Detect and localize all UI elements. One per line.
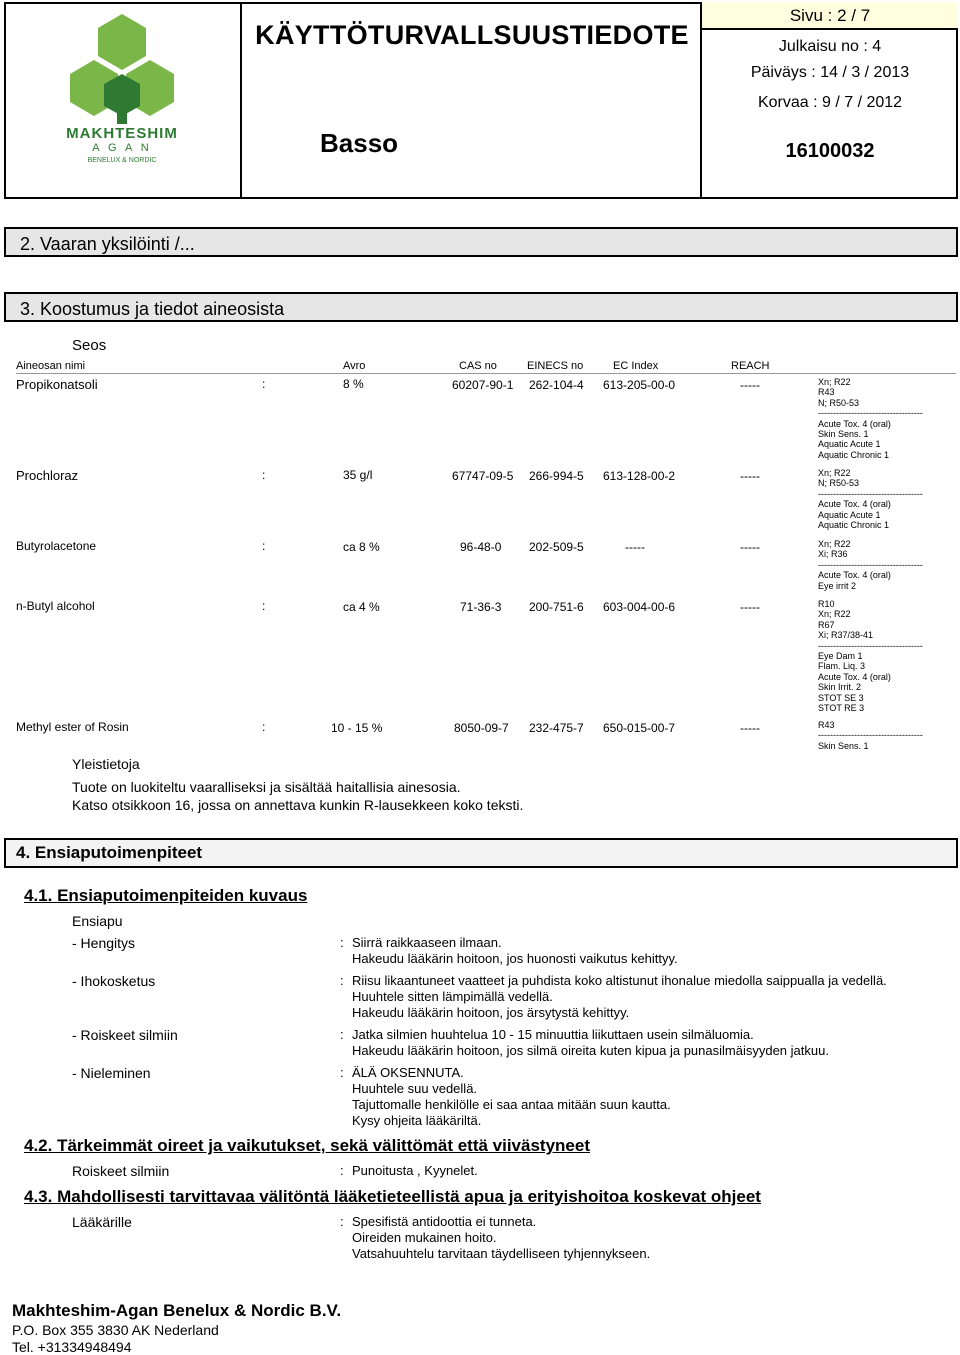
- product-name: Basso: [320, 128, 399, 158]
- ingredient-cas: 96-48-0: [460, 540, 502, 554]
- first-aid-text: Riisu likaantuneet vaatteet ja puhdista koko altistunut ihonalue miedolla saippualla ja vedellä.: [352, 973, 887, 988]
- col-header-cas: CAS no: [459, 360, 497, 372]
- logo-region-text: BENELUX & NORDIC: [87, 157, 157, 164]
- first-aid-separator: :: [340, 1027, 344, 1042]
- classification-item: Aquatic Acute 1: [818, 509, 881, 520]
- ingredient-ec: -----: [625, 540, 645, 554]
- page-number: Sivu : 2 / 7: [789, 6, 871, 25]
- row-separator: :: [262, 720, 266, 734]
- footer-address: P.O. Box 355 3830 AK Nederland: [12, 1322, 219, 1338]
- ingredient-value: ca 8 %: [343, 540, 380, 554]
- ingredient-einecs: 200-751-6: [529, 600, 584, 614]
- classification-item: Xn; R22: [818, 609, 851, 620]
- ingredient-cas: 67747-09-5: [452, 469, 514, 483]
- doctor-text: Vatsahuuhtelu tarvitaan täydelliseen tyhjennykseen.: [352, 1246, 651, 1261]
- classification-item: Xn; R22: [818, 468, 851, 478]
- ingredient-reach: -----: [740, 540, 760, 554]
- classification-item: Xn; R22: [818, 377, 851, 387]
- ingredient-einecs: 266-994-5: [529, 469, 584, 483]
- first-aid-label: Ensiapu: [72, 913, 123, 929]
- classification-item: Skin Irrit. 2: [818, 682, 862, 693]
- section-3-header: [4, 292, 958, 322]
- product-code: 16100032: [785, 140, 875, 162]
- footer-phone: Tel. +31334948494: [12, 1339, 132, 1355]
- classification-item: Skin Sens. 1: [818, 429, 869, 440]
- classification-divider: -----------------------------------: [818, 408, 923, 419]
- section-4-title: 4. Ensiaputoimenpiteet: [16, 843, 203, 862]
- ingredient-name: Prochloraz: [16, 468, 79, 483]
- first-aid-text: Siirrä raikkaaseen ilmaan.: [352, 935, 502, 950]
- classification-item: Aquatic Acute 1: [818, 439, 881, 450]
- ingredient-value: 8 %: [343, 377, 364, 391]
- col-header-reach: REACH: [731, 360, 770, 372]
- classification-item: R10: [818, 599, 835, 609]
- classification-item: Acute Tox. 4 (oral): [818, 570, 891, 581]
- ingredient-cas: 60207-90-1: [452, 378, 514, 392]
- first-aid-item-label: - Hengitys: [72, 935, 136, 951]
- issue-date: Päiväys : 14 / 3 / 2013: [750, 64, 910, 81]
- symptom-separator: :: [340, 1163, 344, 1178]
- row-separator: :: [262, 468, 266, 482]
- subsection-4-3-title: 4.3. Mahdollisesti tarvittavaa välitöntä lääketieteellistä apua ja erityishoitoa koskevat ohjeet: [24, 1187, 761, 1206]
- mixture-subtitle: Seos: [72, 337, 107, 354]
- col-header-name: Aineosan nimi: [16, 360, 86, 372]
- ingredient-name: Butyrolacetone: [16, 539, 97, 553]
- footer-company: Makhteshim-Agan Benelux & Nordic B.V.: [12, 1301, 342, 1320]
- classification-list: [818, 377, 923, 460]
- ingredient-value: 35 g/l: [343, 468, 373, 482]
- classification-divider: -----------------------------------: [818, 559, 923, 570]
- ingredient-einecs: 202-509-5: [529, 540, 584, 554]
- section-3-title: 3. Koostumus ja tiedot aineosista: [20, 299, 285, 319]
- classification-divider: -----------------------------------: [818, 730, 923, 741]
- edition-number: Julkaisu no : 4: [778, 38, 882, 55]
- classification-divider: -----------------------------------: [818, 640, 923, 651]
- first-aid-separator: :: [340, 1065, 344, 1080]
- ingredient-value: ca 4 %: [343, 600, 380, 614]
- classification-item: Xn; R22: [818, 539, 851, 549]
- first-aid-text: ÄLÄ OKSENNUTA.: [352, 1065, 464, 1080]
- doctor-text: Oireiden mukainen hoito.: [352, 1230, 497, 1245]
- ingredient-cas: 71-36-3: [460, 600, 502, 614]
- first-aid-text: Tajuttomalle henkilölle ei saa antaa mitään suun kautta.: [352, 1097, 671, 1112]
- general-info-title: Yleistietoja: [72, 756, 140, 772]
- first-aid-text: Huuhtele suu vedellä.: [352, 1081, 478, 1096]
- classification-item: N; R50-53: [818, 478, 860, 489]
- classification-item: Skin Sens. 1: [818, 740, 869, 751]
- classification-item: STOT SE 3: [818, 692, 864, 703]
- classification-item: R43: [818, 720, 835, 730]
- classification-item: Acute Tox. 4 (oral): [818, 671, 891, 682]
- classification-item: R43: [818, 387, 835, 398]
- row-separator: :: [262, 377, 266, 391]
- ingredient-ec: 613-205-00-0: [603, 378, 676, 392]
- classification-item: Eye Dam 1: [818, 651, 863, 662]
- classification-list: [818, 539, 923, 591]
- ingredient-einecs: 262-104-4: [529, 378, 584, 392]
- first-aid-separator: :: [340, 973, 344, 988]
- first-aid-text: Jatka silmien huuhtelua 10 - 15 minuuttia liikuttaen usein silmäluomia.: [352, 1027, 754, 1042]
- first-aid-item-label: - Nieleminen: [72, 1065, 151, 1081]
- symptom-label: Roiskeet silmiin: [72, 1163, 170, 1179]
- classification-item: Aquatic Chronic 1: [818, 449, 890, 460]
- classification-divider: -----------------------------------: [818, 488, 923, 499]
- first-aid-item-label: - Roiskeet silmiin: [72, 1027, 178, 1043]
- section-2-title: 2. Vaaran yksilöinti /...: [20, 234, 195, 254]
- classification-item: Flam. Liq. 3: [818, 661, 866, 672]
- doctor-label: Lääkärille: [72, 1214, 132, 1230]
- logo-cell: [4, 2, 242, 199]
- first-aid-separator: :: [340, 935, 344, 950]
- classification-item: Acute Tox. 4 (oral): [818, 499, 891, 510]
- first-aid-text: Hakeudu lääkärin hoitoon, jos huonosti vaikutus kehittyy.: [352, 951, 678, 966]
- classification-item: Aquatic Chronic 1: [818, 520, 890, 531]
- row-separator: :: [262, 539, 266, 553]
- table-header-rule: [16, 373, 956, 374]
- classification-item: Xi; R37/38-41: [818, 630, 874, 641]
- classification-list: [818, 599, 923, 713]
- first-aid-text: Huuhtele sitten lämpimällä vedellä.: [352, 989, 553, 1004]
- ingredient-reach: -----: [740, 469, 760, 483]
- general-info-line: Tuote on luokiteltu vaaralliseksi ja sisältää haitallisia ainesosia.: [72, 779, 461, 795]
- doctor-text: Spesifistä antidoottia ei tunneta.: [352, 1214, 537, 1229]
- replaces-date: Korvaa : 9 / 7 / 2012: [757, 94, 903, 111]
- document-title: KÄYTTÖTURVALLSUUSTIEDOTE: [255, 20, 689, 50]
- first-aid-text: Hakeudu lääkärin hoitoon, jos silmä oireita kuten kipua ja punasilmäisyyden jatkuu.: [352, 1043, 829, 1058]
- general-info-line: Katso otsikkoon 16, jossa on annettava kunkin R-lausekkeen koko teksti.: [72, 797, 524, 813]
- ingredient-name: Propikonatsoli: [16, 377, 98, 392]
- ingredient-reach: -----: [740, 600, 760, 614]
- doctor-separator: :: [340, 1214, 344, 1229]
- col-header-ec: EC Index: [613, 360, 659, 372]
- classification-item: R67: [818, 619, 835, 630]
- first-aid-item-label: - Ihokosketus: [72, 973, 156, 989]
- ingredient-reach: -----: [740, 378, 760, 392]
- classification-item: Xi; R36: [818, 549, 848, 560]
- company-logo-icon: [4, 2, 240, 195]
- first-aid-text: Kysy ohjeita lääkäriltä.: [352, 1113, 482, 1128]
- ingredient-einecs: 232-475-7: [529, 721, 584, 735]
- ingredient-cas: 8050-09-7: [454, 721, 509, 735]
- ingredient-ec: 650-015-00-7: [603, 721, 676, 735]
- ingredient-reach: -----: [740, 721, 760, 735]
- col-header-einecs: EINECS no: [527, 360, 584, 372]
- ingredient-ec: 603-004-00-6: [603, 600, 676, 614]
- classification-list: [818, 720, 923, 751]
- symptom-text: Punoitusta , Kyynelet.: [352, 1163, 478, 1178]
- section-2-header: [4, 227, 958, 257]
- first-aid-text: Hakeudu lääkärin hoitoon, jos ärsytystä kehittyy.: [352, 1005, 630, 1020]
- classification-item: Acute Tox. 4 (oral): [818, 418, 891, 429]
- logo-brand-text: MAKHTESHIM: [66, 125, 178, 142]
- row-separator: :: [262, 599, 266, 613]
- classification-item: Eye irrit 2: [818, 580, 857, 591]
- ingredient-ec: 613-128-00-2: [603, 469, 676, 483]
- subsection-4-1-title: 4.1. Ensiaputoimenpiteiden kuvaus: [24, 886, 308, 905]
- classification-item: STOT RE 3: [818, 703, 865, 714]
- classification-item: N; R50-53: [818, 397, 860, 408]
- ingredient-value: 10 - 15 %: [331, 721, 383, 735]
- ingredient-name: n-Butyl alcohol: [16, 599, 95, 613]
- classification-list: [818, 468, 923, 530]
- subsection-4-2-title: 4.2. Tärkeimmät oireet ja vaikutukset, sekä välittömät että viivästyneet: [24, 1136, 590, 1155]
- col-header-value: Avro: [343, 360, 366, 372]
- logo-sub-text: A G A N: [92, 142, 152, 154]
- ingredient-name: Methyl ester of Rosin: [16, 720, 129, 734]
